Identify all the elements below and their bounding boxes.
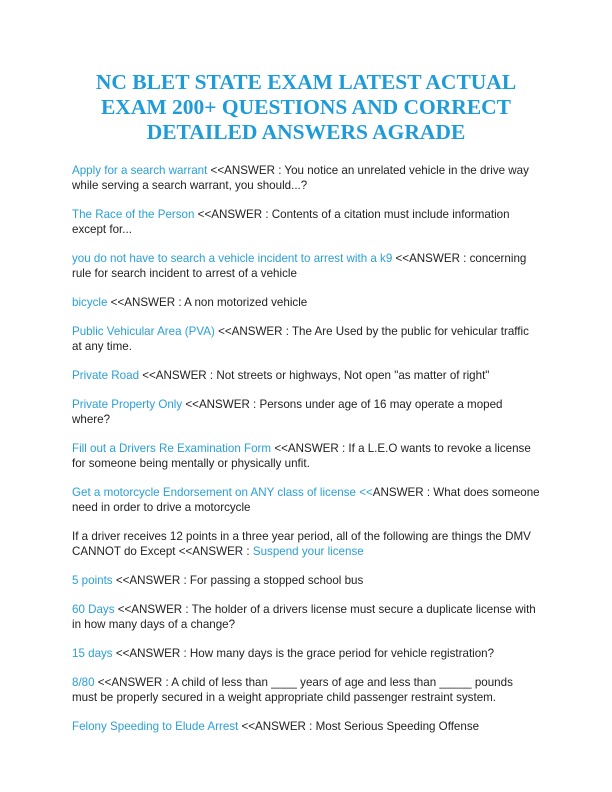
entry-text: <<ANSWER : The holder of a drivers license must secure a duplicate license with in how many days of a change?: [72, 603, 536, 631]
qa-entry-10: [72, 529, 540, 559]
entry-text: <<ANSWER : A child of less than ____ years of age and less than _____ pounds must be properly secured in a weight appropriate child passenger restraint system.: [72, 676, 513, 704]
qa-entry-14: [72, 675, 540, 705]
entry-text: <<ANSWER : Most Serious Speeding Offense: [238, 720, 480, 733]
entry-highlight: 15 days: [72, 647, 113, 660]
entry-text: <<ANSWER : For passing a stopped school bus: [112, 574, 364, 587]
qa-entry-9: [72, 485, 540, 515]
document-title: NC BLET STATE EXAM LATEST ACTUAL EXAM 200+ QUESTIONS AND CORRECT DETAILED ANSWERS AGRADE: [95, 70, 517, 144]
entry-highlight: Private Road: [72, 369, 140, 382]
qa-entry-15: [72, 719, 540, 734]
entry-text: <<ANSWER : Persons under age of 16 may operate a moped where?: [72, 398, 503, 426]
qa-entry-3: [72, 251, 540, 281]
entry-text: <<ANSWER : Not streets or highways, Not open "as matter of right": [139, 369, 490, 382]
entry-highlight: Suspend your license: [252, 545, 364, 558]
qa-entry-2: [72, 207, 540, 237]
entry-text: ANSWER : What does someone need in order to drive a motorcycle: [72, 486, 540, 514]
entry-highlight: Felony Speeding to Elude Arrest: [72, 720, 239, 733]
qa-entry-11: [72, 573, 540, 588]
entry-highlight: Private Property Only: [72, 398, 183, 411]
entry-highlight: 8/80: [72, 676, 95, 689]
entry-highlight: 60 Days: [72, 603, 115, 616]
qa-entry-8: [72, 441, 540, 471]
entry-text: <<ANSWER : A non motorized vehicle: [107, 296, 308, 309]
qa-entry-12: [72, 602, 540, 632]
entry-highlight: Public Vehicular Area (PVA): [72, 325, 215, 338]
entry-highlight: Fill out a Drivers Re Examination Form: [72, 442, 272, 455]
entry-text: <<ANSWER : concerning rule for search incident to arrest of a vehicle: [72, 252, 527, 280]
entry-highlight: bicycle: [72, 296, 108, 309]
entry-text: <<ANSWER : Contents of a citation must include information except for...: [72, 208, 510, 236]
qa-entry-7: [72, 397, 540, 427]
entry-highlight: Apply for a search warrant: [72, 164, 208, 177]
entry-highlight: 5 points: [72, 574, 113, 587]
entry-highlight: Get a motorcycle Endorsement on ANY class of license <<: [72, 486, 373, 499]
qa-list: [72, 163, 540, 734]
qa-entry-6: [72, 368, 540, 383]
qa-entry-4: [72, 295, 540, 310]
entry-text: <<ANSWER : You notice an unrelated vehicle in the drive way while serving a search warrant, you should...?: [72, 164, 529, 192]
entry-text: If a driver receives 12 points in a three year period, all of the following are things the DMV CANNOT do Except <<ANSWER :: [72, 530, 531, 558]
entry-text: <<ANSWER : The Are Used by the public for vehicular traffic at any time.: [72, 325, 529, 353]
qa-entry-5: [72, 324, 540, 354]
entry-text: <<ANSWER : How many days is the grace period for vehicle registration?: [112, 647, 495, 660]
entry-highlight: The Race of the Person: [72, 208, 195, 221]
qa-entry-13: [72, 646, 540, 661]
entry-highlight: you do not have to search a vehicle incident to arrest with a k9: [72, 252, 393, 265]
entry-text: <<ANSWER : If a L.E.O wants to revoke a license for someone being mentally or physically unfit.: [72, 442, 531, 470]
qa-entry-1: [72, 163, 540, 193]
